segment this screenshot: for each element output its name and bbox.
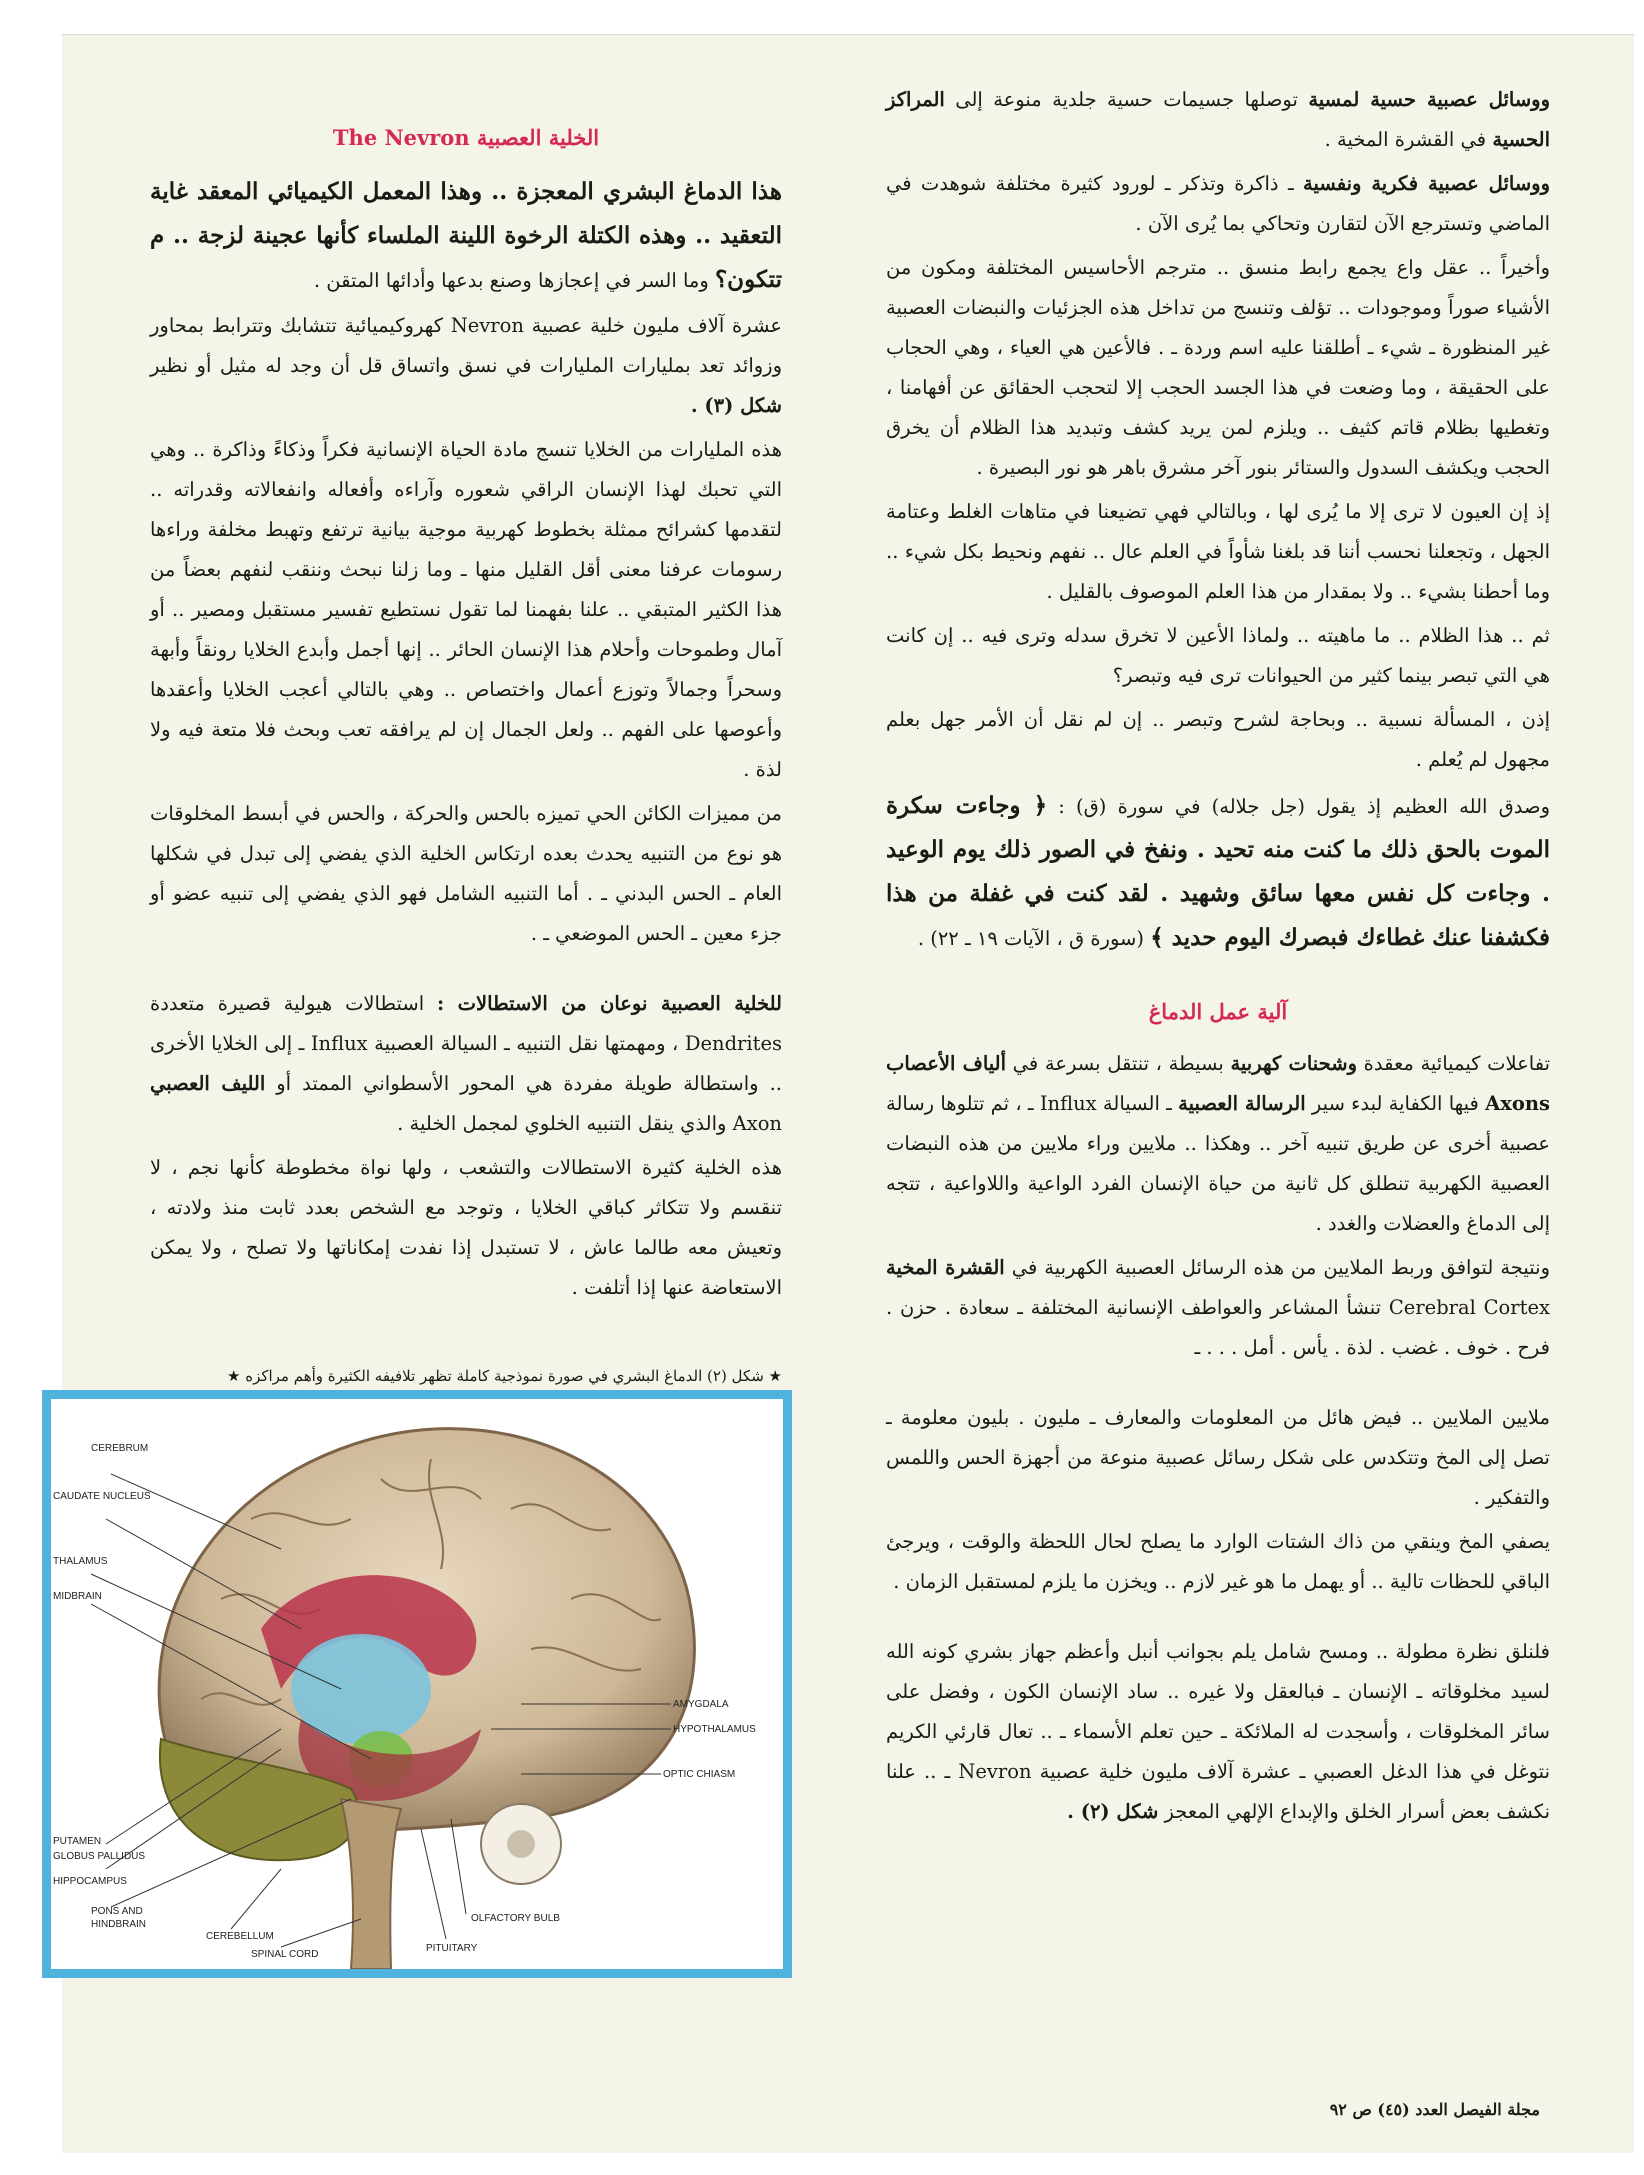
brain-illustration xyxy=(51,1399,783,1969)
paragraph: ملايين الملايين .. فيض هائل من المعلومات والمعارف ـ مليون . بليون معلومة ـ تصل إلى المخ وتتكدس على شكل رسائل عصبية منوعة من أجهزة الحس واللمس والتفكير . xyxy=(886,1406,1550,1509)
text: استطالات هيولية قصيرة متعددة Dendrites ، ومهمتها نقل التنبيه ـ السيالة العصبية Influx ـ إلى الخلايا الأخرى .. واستطالة طويلة مفردة هي المحور الأسطواني الممتد أو xyxy=(150,992,783,1095)
bold-phrase: المراكز الحسية xyxy=(886,88,1550,151)
text: Cerebral Cortex تنشأ المشاعر والعواطف الإنسانية المختلفة ـ سعادة . حزن . فرح . خوف . غضب . لذة . يأس . أمل . . . ـ xyxy=(886,1296,1550,1359)
label-hypothalamus: HYPOTHALAMUS xyxy=(673,1724,756,1735)
text: ـ السيالة Influx ـ ، ثم تتلوها رسالة عصبية أخرى عن طريق تنبيه آخر .. وهكذا .. ملايين وراء ملايين من هذه النبضات العصبية الكهربية تنطلق كل ثانية من حياة الإنسان الفرد الواعية واللاواعية ، تتجه إلى الدماغ والعضلات والغدد . xyxy=(886,1092,1550,1235)
paragraph xyxy=(886,1632,1550,1832)
paragraph xyxy=(886,80,1550,160)
bold-phrase: الليف العصبي xyxy=(150,1072,266,1095)
label-cerebrum: CEREBRUM xyxy=(91,1443,149,1454)
text: في القشرة المخية . xyxy=(1324,128,1493,151)
intro-paragraph xyxy=(150,170,782,302)
label-amygdala: AMYGDALA xyxy=(673,1699,729,1710)
label-cerebellum: CEREBELLUM xyxy=(206,1931,274,1942)
bold-phrase: هذا الدماغ البشري المعجزة .. وهذا المعمل الكيميائي المعقد غاية التعقيد .. وهذه الكتلة الرخوة اللينة الملساء كأنها عجينة لزجة .. م تتكون؟ xyxy=(150,178,782,293)
label-hindbrain: HINDBRAIN xyxy=(91,1919,147,1930)
bold-phrase: ألياف الأعصاب Axons xyxy=(886,1052,1551,1115)
paragraph xyxy=(150,306,782,426)
paragraph: من مميزات الكائن الحي تميزه بالحس والحركة ، والحس في أبسط المخلوقات هو نوع من التنبيه يحدث بعده ارتكاس الخلية الذي يفضي إلى تبدل في شكلها العام ـ الحس البدني ـ . أما التنبيه الشامل فهو الذي يفضي إلى تنبيه عضو أو جزء معين ـ الحس الموضعي ـ . xyxy=(150,802,782,945)
figure-caption: ★ شكل (٢) الدماغ البشري في صورة نموذجية كاملة تظهر تلافيفه الكثيرة وأهم مراكزه ★ xyxy=(227,1367,782,1385)
section-heading: الخلية العصبية The Nevron xyxy=(332,125,600,150)
text: عشرة آلاف مليون خلية عصبية Nevron كهروكيميائية تتشابك وتترابط بمحاور وزوائد تعد بمليارات المليارات في نسق واتساق قل أن وجد له مثيل أو نظير xyxy=(150,314,782,377)
label-optic-chiasm: OPTIC CHIASM xyxy=(663,1769,736,1780)
paragraph: يصفي المخ وينقي من ذاك الشتات الوارد ما يصلح لحال اللحظة والوقت ، ويرجئ الباقي للحظات تالية .. أو يهمل ما هو غير لازم .. ويخزن ما يلزم لمستقبل الزمان . xyxy=(886,1530,1550,1593)
text: بسيطة ، تنتقل بسرعة في xyxy=(1006,1052,1231,1075)
label-olfactory: OLFACTORY BULB xyxy=(471,1913,560,1924)
label-spinal-cord: SPINAL CORD xyxy=(251,1949,319,1960)
left-column xyxy=(150,120,782,1312)
paragraph xyxy=(886,164,1550,244)
label-pituitary: PITUITARY xyxy=(426,1943,478,1954)
text: وما السر في إعجازها وصنع بدعها وأدائها المتقن . xyxy=(313,269,715,292)
paragraph: هذه الخلية كثيرة الاستطالات والتشعب ، ولها نواة مخطوطة كأنها نجم ، لا تنقسم ولا تتكاثر كباقي الخلايا ، وتوجد مع الشخص بعدد ثابت منذ ولادته ، وتعيش معه طالما عاش ، لا تستبدل إذا نفدت إمكاناتها ولا تصلح ، ولا يمكن الاستعاضة عنها إذا أتلفت . xyxy=(150,1156,782,1299)
paragraph: وأخيراً .. عقل واع يجمع رابط منسق .. مترجم الأحاسيس المختلفة ومكون من الأشياء صوراً وموجودات .. تؤلف وتنسج من تداخل هذه الجزئيات والنبضات العصبية غير المنظورة ـ شيء ـ أطلقنا عليه اسم وردة ـ . فالأعين هي العياء ، وهي الحجاب على الحقيقة ، وما وضعت في هذا الجسد الحجب إلا لتحجب الحقائق عن أفهامنا ، وتغطيها بظلام قاتم كثيف .. ويلزم لمن يريد كشف وتبديد هذا الظلام أن يخرق الحجب ويكشف السدول والستائر بنور آخر مشرق باهر هو نور البصيرة . xyxy=(886,256,1550,479)
paragraph xyxy=(150,984,782,1144)
text: ـ ذاكرة وتذكر ـ لورود كثيرة مختلفة شوهدت في الماضي وتسترجع الآن لتقارن وتحاكي بما يُرى الآن . xyxy=(886,172,1550,235)
section-heading: آلية عمل الدماغ xyxy=(1148,999,1288,1024)
text: ونتيجة لتوافق وربط الملايين من هذه الرسائل العصبية الكهربية في xyxy=(1004,1256,1551,1279)
quran-verse: ﴿ وجاءت سكرة الموت بالحق ذلك ما كنت منه تحيد . ونفخ في الصور ذلك يوم الوعيد . وجاءت كل نفس معها سائق وشهيد . لقد كنت في غفلة من هذا فكشفنا عنك غطاءك فبصرك اليوم حديد ﴾ xyxy=(886,792,1550,951)
bold-phrase: للخلية العصبية نوعان من الاستطالات : xyxy=(437,992,783,1015)
bold-phrase: شكل (٣) . xyxy=(690,394,782,417)
text: توصلها جسيمات حسية جلدية منوعة إلى xyxy=(944,88,1309,111)
page-footer: مجلة الفيصل العدد (٤٥) ص ٩٢ xyxy=(1329,2100,1540,2119)
pupil-shape xyxy=(507,1830,535,1858)
paragraph: إذ إن العيون لا ترى إلا ما يُرى لها ، وبالتالي فهي تضيعنا في متاهات الغلط وعتامة الجهل ، وتجعلنا نحسب أننا قد بلغنا شأواً في العلم عال .. نفهم ونحيط بكل شيء .. وما أحطنا بشيء .. ولا بمقدار من هذا العلم الموصوف بالقليل . xyxy=(886,500,1550,603)
bold-phrase: ووسائل عصبية فكرية ونفسية xyxy=(1302,172,1550,195)
text: فلنلق نظرة مطولة .. ومسح شامل يلم بجوانب أنبل وأعظم جهاز بشري كونه الله لسيد مخلوقاته ـ الإنسان ـ فبالعقل ولا غيره .. ساد الإنسان الكون ، وفضل على سائر المخلوقات ، وأسجدت له الملائكة ـ حين تعلم الأسماء ـ .. تعال قارئي الكريم نتوغل في هذا الدغل العصبي ـ عشرة آلاف مليون خلية عصبية Nevron ـ .. علنا نكشف بعض أسرار الخلق والإبداع الإلهي المعجز xyxy=(886,1640,1550,1823)
right-column xyxy=(886,80,1550,1836)
text: تفاعلات كيميائية معقدة xyxy=(1357,1052,1550,1075)
bold-phrase: وشحنات كهربية xyxy=(1230,1052,1357,1075)
label-caudate: CAUDATE NUCLEUS xyxy=(53,1491,151,1502)
label-midbrain: MIDBRAIN xyxy=(53,1591,102,1602)
label-globus: GLOBUS PALLIDUS xyxy=(53,1851,146,1862)
bold-phrase: القشرة المخية xyxy=(886,1256,1005,1279)
text: Axon والذي ينقل التنبيه الخلوي لمجمل الخلية . xyxy=(397,1112,782,1135)
paragraph: إذن ، المسألة نسبية .. وبحاجة لشرح وتبصر .. إن لم نقل أن الأمر جهل بعلم مجهول لم يُعلم . xyxy=(886,708,1550,771)
bold-phrase: ووسائل عصبية حسية لمسية xyxy=(1308,88,1551,111)
brain-figure xyxy=(42,1390,792,1978)
label-hippocampus: HIPPOCAMPUS xyxy=(53,1876,127,1887)
bold-phrase: الرسالة العصبية xyxy=(1178,1092,1306,1115)
paragraph xyxy=(886,1248,1550,1368)
label-pons: PONS AND xyxy=(91,1906,143,1917)
bold-phrase: شكل (٢) . xyxy=(1067,1800,1159,1823)
text: وصدق الله العظيم إذ يقول (جل جلاله) في سورة (ق) : xyxy=(1047,795,1550,818)
label-thalamus: THALAMUS xyxy=(53,1556,108,1567)
paragraph xyxy=(886,1044,1550,1244)
text: فيها الكفاية لبدء سير xyxy=(1305,1092,1486,1115)
paragraph: هذه المليارات من الخلايا تنسج مادة الحياة الإنسانية فكراً وذكاءً وذاكرة .. وهي التي تحبك لهذا الإنسان الراقي شعوره وآراءه وأفعاله وانفعالاته وقدراته .. لتقدمها كشرائح ممثلة بخطوط كهربية موجية بيانية ترتفع وتهبط مخلفة وراءها رسومات عرفنا معنى أقل القليل منها ـ وما زلنا نبحث وننقب لنفهم بعضاً من هذا الكثير المتبقي .. علنا بفهمنا لما تقول نستطيع تفسير مستقبل ومصير .. أو آمال وطموحات وأحلام هذا الإنسان الحائر .. إنها أجمل وأبدع الخلايا رونقاً وأبهة وسحراً وجمالاً وتوزع أعمال واختصاص .. وهي بالتالي أعجب الخلايا وأعقدها وأعوصها على الفهم .. ولعل الجمال إن لم يرافقه تعب وبحث فلا متعة فيه ولا لذة . xyxy=(150,438,782,781)
quran-paragraph xyxy=(886,784,1550,960)
label-putamen: PUTAMEN xyxy=(53,1836,102,1847)
paragraph: ثم .. هذا الظلام .. ما ماهيته .. ولماذا الأعين لا تخرق سدله وترى فيه .. إن كانت هي التي تبصر بينما كثير من الحيوانات ترى فيه وتبصر؟ xyxy=(886,624,1550,687)
text: (سورة ق ، الآيات ١٩ ـ ٢٢) . xyxy=(917,927,1151,950)
